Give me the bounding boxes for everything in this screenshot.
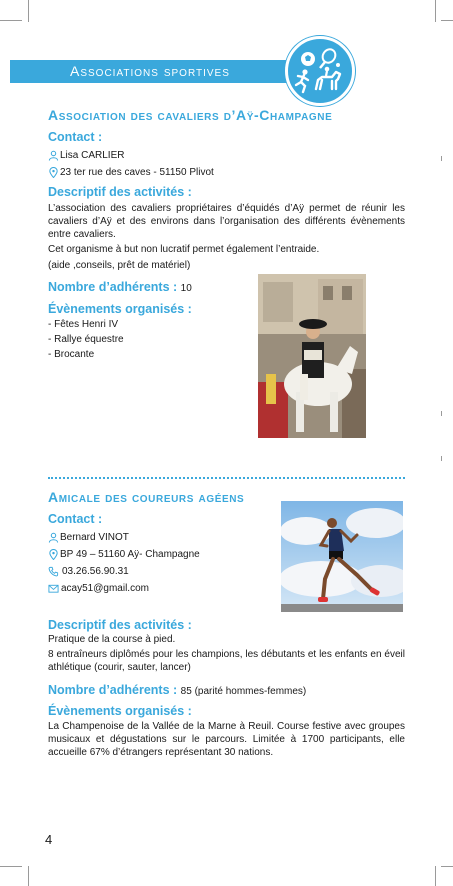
activities-heading: Descriptif des activités : [48,618,192,632]
contact-name: Bernard VINOT [60,532,129,543]
phone-icon [48,566,59,577]
event-item: - Brocante [48,349,95,360]
contact-heading: Contact : [48,130,103,144]
contact-name: Lisa CARLIER [60,150,125,161]
events-heading: Évènements organisés : [48,302,192,316]
contact-address: BP 49 – 51160 Aÿ- Champagne [60,549,200,560]
page-number: 4 [45,832,53,847]
location-pin-icon [48,549,59,560]
events-text: La Champenoise de la Vallée de la Marne à Reuil. Course festive avec groupes musicaux et dégustations sur le parcours. Limitée à 1700 participants, elle accueille 67% d’étrangers représentant 30 nations. [48,721,405,758]
activities-text: 8 entraîneurs diplômés pour les champions, les débutants et les enfants en éveil athlétique (courir, sauter, lancer) [48,649,405,673]
members-heading [48,683,306,697]
email-icon [48,583,59,594]
crop-mark [28,0,29,22]
person-icon [48,150,59,161]
members-heading [48,280,192,294]
members-count: 10 [180,283,192,294]
contact-email[interactable]: acay51@gmail.com [61,583,149,594]
margin-tick [441,156,442,161]
activities-line: Pratique de la course à pied. [48,634,176,645]
members-heading-label: Nombre d’adhérents : [48,280,178,294]
activities-heading: Descriptif des activités : [48,185,192,199]
horse-rider-photo [258,274,366,438]
crop-mark [435,866,436,886]
activities-text-3: (aide ,conseils, prêt de matériel) [48,260,191,271]
crop-mark [441,866,453,867]
football-icon [301,52,315,66]
section-separator [48,477,405,479]
margin-tick [441,456,442,461]
location-pin-icon [48,167,59,178]
association-title: Association des cavaliers d’Aÿ-Champagne [48,107,333,123]
contact-address: 23 ter rue des caves - 51150 Plivot [60,167,214,178]
members-count: 85 (parité hommes-femmes) [180,686,307,697]
activities-text-2: Cet organisme à but non lucratif permet également l’entraide. [48,244,320,255]
margin-tick [441,411,442,416]
crop-mark [435,0,436,22]
event-item: - Fêtes Henri IV [48,319,119,330]
association-title: Amicale des coureurs agéens [48,489,245,505]
event-item: - Rallye équestre [48,334,124,345]
runner-icon [296,69,308,92]
contact-heading: Contact : [48,512,103,526]
person-icon [48,532,59,543]
crop-mark [28,866,29,886]
sports-badge [285,36,355,106]
events-heading: Évènements organisés : [48,704,192,718]
crop-mark [441,20,453,21]
tennis-icon [320,47,340,68]
activities-text: L’association des cavaliers propriétaires d’équidés d’Aÿ permet de réunir les cavaliers d’Aÿ et des environs dans l’organisation des différents évènements entre cavaliers. [48,203,405,240]
runner-photo [281,501,403,612]
crop-mark [0,20,22,21]
horse-rider-icon [316,67,340,89]
crop-mark [0,866,22,867]
banner-title: Associations sportives [70,63,230,79]
members-heading-label: Nombre d’adhérents : [48,683,178,697]
contact-phone: 03.26.56.90.31 [62,566,129,577]
